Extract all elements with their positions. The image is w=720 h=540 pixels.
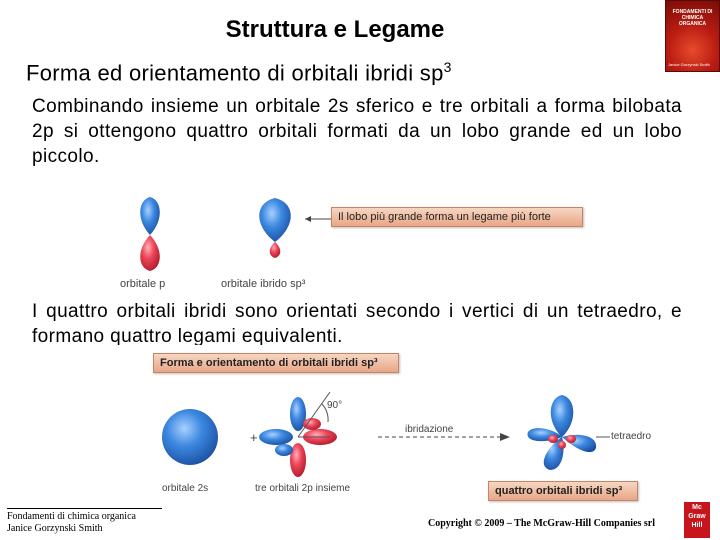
shape-orientation-header-box: Forma e orientamento di orbitali ibridi sp³ [153,353,399,373]
strong-bond-label-box: Il lobo più grande forma un legame più forte [331,207,583,227]
2s-orbital-sphere [162,409,218,465]
plus-sign: + [250,430,258,445]
footer-copyright: Copyright © 2009 – The McGraw-Hill Companies srl [428,518,656,529]
paragraph-tetrahedron: I quattro orbitali ibridi sono orientati secondo i vertici di un tetraedro, e formano quattro legami equivalenti. [32,301,682,345]
caption-hybrid-orbital: orbitale ibrido sp³ [221,278,306,290]
mcgraw-hill-logo [684,502,710,538]
footer-book-info [7,508,162,535]
angle-label: 90° [327,400,343,411]
hybridization-label: ibridazione [405,424,454,435]
subtitle-superscript: 3 [443,59,452,75]
hybridization-arrowhead [500,433,510,441]
cover-author: Janice Gorzynski Smith [668,62,710,67]
footer-book-title: Fondamenti di chimica organica [7,511,136,522]
slide-title: Struttura e Legame [225,16,445,43]
sp3-result-label-box: quattro orbitali ibridi sp³ [488,481,638,501]
p-orbital-illustration [140,197,160,271]
caption-2s-orbital: orbitale 2s [162,483,209,494]
logo-line-3: Hill [691,522,703,529]
footer-author: Janice Gorzynski Smith [7,523,103,534]
tetrahedron-label: tetraedro [611,431,652,442]
logo-line-2: Graw [688,513,706,520]
tetrahedral-sp3-orbitals [527,395,610,470]
pointer-arrowhead [305,216,311,222]
subtitle-text: Forma ed orientamento di orbitali ibridi sp [26,60,444,86]
caption-p-orbital: orbitale p [120,278,166,290]
three-p-orbitals-illustration [259,392,337,477]
caption-three-p-orbitals: tre orbitali 2p insieme [255,483,351,494]
paragraph-hybridization: Combinando insieme un orbitale 2s sferico e tre orbitali a forma bilobata 2p si ottengono quattro orbitali formati da un lobo grande ed un lobo piccolo. [32,96,682,167]
sp3-hybrid-orbital-illustration [259,198,291,258]
logo-line-1: Mc [692,504,702,511]
cover-title: FONDAMENTI DI CHIMICA ORGANICA [672,9,713,27]
